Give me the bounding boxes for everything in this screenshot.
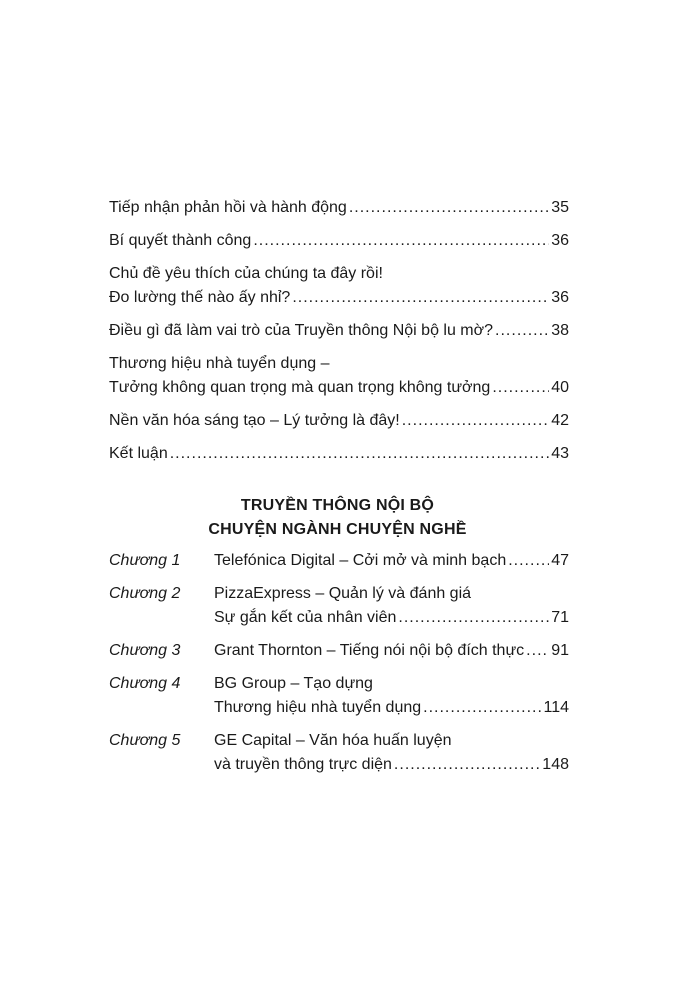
section-heading-line: TRUYỀN THÔNG NỘI BỘ — [240, 497, 435, 514]
dot-leader — [402, 409, 549, 433]
chapter-entry — [109, 639, 569, 663]
toc-entry — [109, 196, 569, 220]
toc-page-number: 40 — [551, 379, 569, 396]
chapter-page-number: 71 — [551, 609, 569, 626]
chapter-entry — [109, 672, 569, 720]
toc-page-number: 35 — [551, 199, 569, 216]
toc-entry-title: Tiếp nhận phản hồi và hành động — [109, 199, 347, 216]
toc-page-number: 36 — [551, 232, 569, 249]
chapter-title: BG Group – Tạo dựng — [214, 675, 373, 692]
chapter-title: GE Capital – Văn hóa huấn luyện — [214, 732, 452, 749]
dot-leader — [170, 442, 549, 466]
chapter-label: Chương 2 — [109, 585, 181, 602]
toc-entry-title: Đo lường thế nào ấy nhỉ? — [109, 289, 291, 306]
chapter-page-number: 114 — [543, 699, 569, 716]
toc-page-number: 38 — [551, 322, 569, 339]
toc-page-number: 43 — [551, 445, 569, 462]
toc-entry — [109, 262, 569, 310]
dot-leader — [292, 286, 549, 310]
toc-entry — [109, 409, 569, 433]
dot-leader — [423, 696, 541, 720]
chapter-page-number: 91 — [551, 642, 569, 659]
chapter-page-number: 148 — [542, 756, 569, 773]
toc-entry-title: Bí quyết thành công — [109, 232, 252, 249]
dot-leader — [349, 196, 549, 220]
chapter-label: Chương 4 — [109, 675, 181, 692]
chapter-entry — [109, 549, 569, 573]
toc-page-number: 42 — [551, 412, 569, 429]
section-heading-line: CHUYỆN NGÀNH CHUYỆN NGHỀ — [208, 521, 467, 538]
toc-entry-title: Tưởng không quan trọng mà quan trọng không tưởng — [109, 379, 491, 396]
chapter-label: Chương 5 — [109, 732, 181, 749]
chapter-title: PizzaExpress – Quản lý và đánh giá — [214, 585, 472, 602]
toc-entry-title: Nền văn hóa sáng tạo – Lý tưởng là đây! — [109, 412, 400, 429]
chapter-label: Chương 3 — [109, 642, 181, 659]
dot-leader — [253, 229, 549, 253]
section-heading — [0, 494, 675, 542]
toc-entry-title: Chủ đề yêu thích của chúng ta đây rồi! — [109, 265, 383, 282]
chapter-list — [109, 549, 569, 777]
toc-entry-title: Điều gì đã làm vai trò của Truyền thông Nội bộ lu mờ? — [109, 322, 494, 339]
chapter-label: Chương 1 — [109, 552, 181, 569]
toc-entry — [109, 229, 569, 253]
toc-entry — [109, 352, 569, 400]
chapter-entry — [109, 729, 569, 777]
toc-entry-title: Thương hiệu nhà tuyển dụng – — [109, 355, 330, 372]
chapter-title: Sự gắn kết của nhân viên — [214, 609, 397, 626]
toc-page-number: 36 — [551, 289, 569, 306]
toc-entry — [109, 319, 569, 343]
chapter-entry — [109, 582, 569, 630]
dot-leader — [492, 376, 549, 400]
dot-leader — [398, 606, 549, 630]
dot-leader — [394, 753, 540, 777]
dot-leader — [508, 549, 549, 573]
toc-entry-title: Kết luận — [109, 445, 168, 462]
chapter-title: Telefónica Digital – Cởi mở và minh bạch — [214, 552, 507, 569]
chapter-title: và truyền thông trực diện — [214, 756, 392, 773]
chapter-title: Thương hiệu nhà tuyển dụng — [214, 699, 422, 716]
dot-leader — [495, 319, 549, 343]
chapter-title: Grant Thornton – Tiếng nói nội bộ đích thực — [214, 642, 525, 659]
chapter-page-number: 47 — [551, 552, 569, 569]
toc-list — [109, 196, 569, 466]
toc-entry — [109, 442, 569, 466]
dot-leader — [526, 639, 549, 663]
